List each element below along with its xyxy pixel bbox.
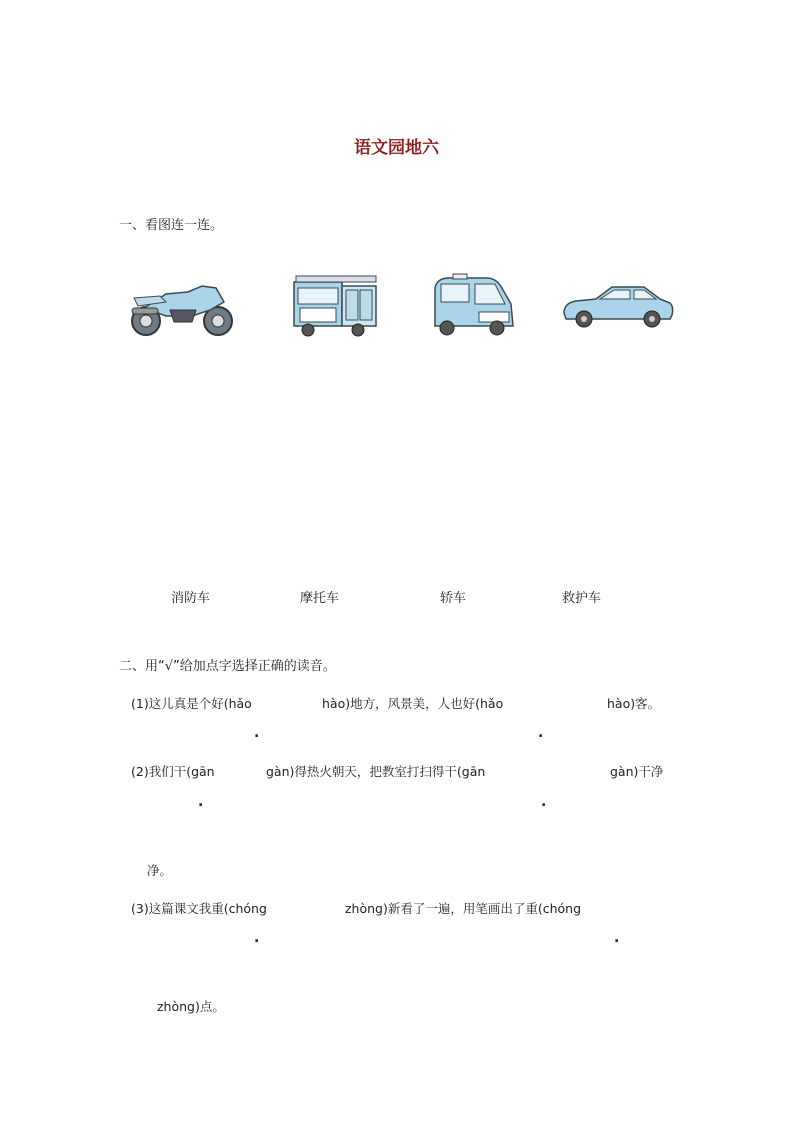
label-fire-truck: 消防车 <box>171 591 211 606</box>
emphasis-dot: . <box>254 725 260 741</box>
page-title: 语文园地六 <box>354 138 439 158</box>
q1-part-b: hào)地方，风景美，人也好(hǎo <box>322 696 504 711</box>
section-1-heading: 一、看图连一连。 <box>119 218 224 233</box>
label-sedan: 轿车 <box>440 591 467 606</box>
fire-truck-icon <box>290 272 380 338</box>
emphasis-dot: . <box>538 725 544 741</box>
sedan-car-icon <box>560 281 676 329</box>
q3-part-a: (3)这篇课文我重(chóng <box>131 901 267 916</box>
q2-part-b: gàn)得热火朝天，把教室打扫得干(gān <box>266 764 486 779</box>
q2-part-d: 净。 <box>147 863 173 878</box>
emphasis-dot: . <box>198 794 204 810</box>
q1-part-a: (1)这儿真是个好(hǎo <box>131 696 252 711</box>
q3-part-b: zhòng)新看了一遍，用笔画出了重(chóng <box>345 901 582 916</box>
emphasis-dot: . <box>614 930 620 946</box>
q3-part-c: zhòng)点。 <box>157 999 225 1014</box>
emphasis-dot: . <box>541 794 547 810</box>
emphasis-dot: . <box>254 930 260 946</box>
q2-part-a: (2)我们干(gān <box>131 764 215 779</box>
label-motorcycle: 摩托车 <box>300 591 340 606</box>
label-ambulance: 救护车 <box>562 591 602 606</box>
motorcycle-icon <box>126 276 238 338</box>
q2-part-c: gàn)干净 <box>610 764 664 779</box>
ambulance-icon <box>431 272 517 338</box>
q1-part-c: hào)客。 <box>607 696 661 711</box>
section-2-heading: 二、用“√”给加点字选择正确的读音。 <box>119 659 336 674</box>
